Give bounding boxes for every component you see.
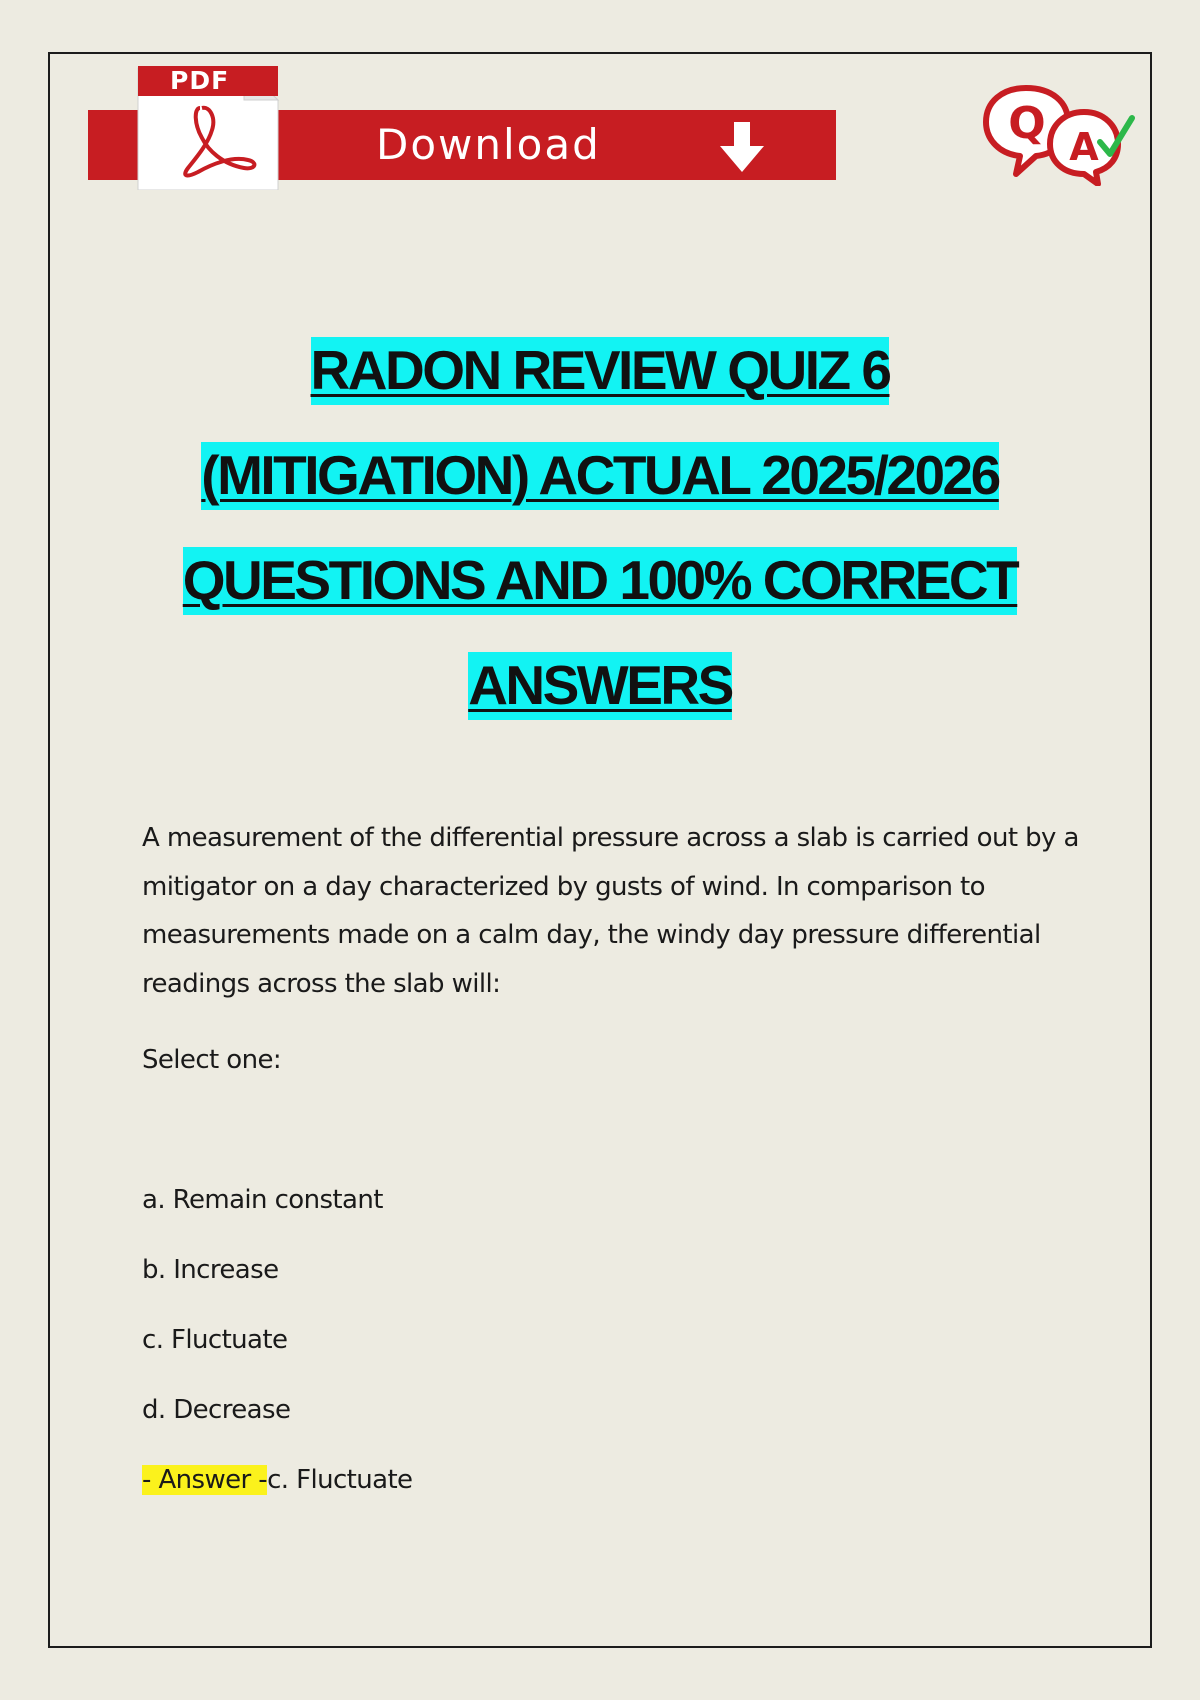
answer-value: c. Fluctuate <box>267 1465 413 1495</box>
answer-options <box>142 1176 383 1456</box>
pdf-file-icon <box>132 64 282 190</box>
download-label[interactable]: Download <box>376 120 601 169</box>
option-c: c. Fluctuate <box>142 1325 288 1355</box>
option-b: b. Increase <box>142 1255 279 1285</box>
title-line-2: (MITIGATION) ACTUAL 2025/2026 <box>201 442 998 510</box>
document-title <box>60 318 1140 738</box>
question-block <box>142 814 1082 1495</box>
select-one-prompt: Select one: <box>142 1045 282 1075</box>
qa-logo <box>980 82 1140 186</box>
pdf-tag: PDF <box>138 66 278 96</box>
qa-logo-a: A <box>1069 125 1099 169</box>
option-a: a. Remain constant <box>142 1185 383 1215</box>
answer-label: - Answer - <box>142 1465 268 1495</box>
qa-logo-q: Q <box>1008 98 1046 149</box>
question-text: A measurement of the differential pressure across a slab is carried out by a mitigator on a day characterized by gusts of wind. In comparison to measurements made on a calm day, the windy day pressure differential readings across the slab will: <box>142 823 1079 999</box>
answer-line <box>142 1456 412 1504</box>
option-d: d. Decrease <box>142 1395 291 1425</box>
pdf-download-banner[interactable] <box>88 64 836 190</box>
title-line-3: QUESTIONS AND 100% CORRECT <box>183 547 1018 615</box>
title-line-4: ANSWERS <box>468 652 732 720</box>
title-line-1: RADON REVIEW QUIZ 6 <box>311 337 890 405</box>
download-arrow-icon[interactable] <box>716 120 768 176</box>
